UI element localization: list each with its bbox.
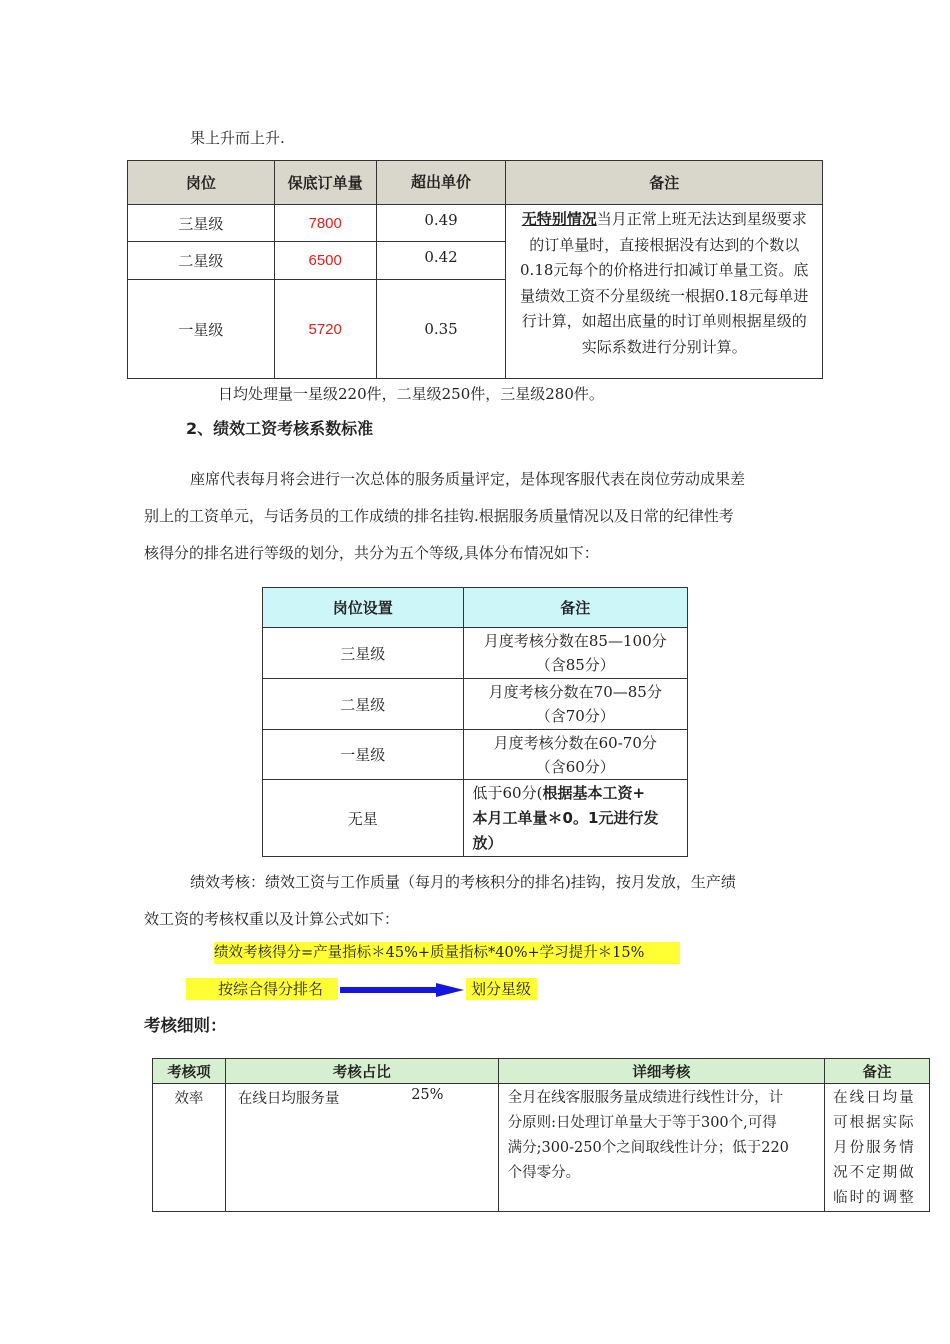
price-cell: 0.35 (376, 280, 506, 379)
price-cell: 0.42 (376, 242, 506, 280)
level-cell: 无星 (263, 780, 464, 857)
col-header-position: 岗位 (128, 161, 275, 205)
table-row (263, 628, 688, 679)
paragraph-line: 核得分的排名进行等级的划分，共分为五个等级,具体分布情况如下： (144, 544, 599, 562)
range-bold: 根据基本工资+ (542, 783, 646, 802)
range-text: 低于60分( (472, 783, 543, 802)
detail-cell (498, 1084, 825, 1212)
price-cell: 0.49 (376, 205, 506, 242)
paragraph-line: 座席代表每月将会进行一次总体的服务质量评定，是体现客服代表在岗位劳动成果差 (190, 470, 746, 488)
salary-table (127, 160, 823, 379)
note-line: 月份服务情 (833, 1140, 916, 1156)
col-header-position-setting: 岗位设置 (263, 588, 464, 628)
range-sub: （含70分） (535, 707, 615, 725)
range-text: 月度考核分数在85—100分 (483, 632, 667, 650)
detail-line: 全月在线客服服务量成绩进行线性计分，计 (507, 1090, 784, 1106)
level-cell: 三星级 (263, 628, 464, 679)
col-header-note: 备注 (825, 1059, 930, 1084)
range-cell (463, 780, 688, 857)
detail-line: 分原则:日处理订单量大于等于300个,可得 (507, 1115, 777, 1131)
table-row (263, 679, 688, 730)
note-line: 临时的调整 (833, 1190, 916, 1206)
range-bold: 本月工单量＊0。1元进行发 (472, 808, 659, 827)
col-header-quota: 保底订单量 (274, 161, 376, 205)
table-row (128, 205, 823, 242)
range-text: 月度考核分数在60-70分 (493, 733, 657, 752)
section-title: 2、绩效工资考核系数标准 (186, 419, 374, 438)
range-text: 月度考核分数在70—85分 (488, 683, 662, 701)
range-sub: （含60分） (535, 757, 615, 776)
col-header-item: 考核项 (153, 1059, 226, 1084)
note-cell (825, 1084, 930, 1212)
range-cell (463, 628, 688, 679)
daily-note: 日均处理量一星级220件，二星级250件，三星级280件。 (218, 385, 604, 403)
note-text: 当月正常上班无法达到星级要求的订单量时，直接根据没有达到的个数以0.18元每个的价格进行扣减订单量工资。底量绩效工资不分星级统一根据0.18元每单进行计算，如超出底量的时订单则根据星级的实际系数进行分别计算。 (520, 210, 809, 356)
star-label: 划分星级 (466, 978, 537, 1000)
rules-title: 考核细则： (144, 1016, 227, 1035)
detail-line: 个得零分。 (507, 1165, 581, 1181)
quota-cell: 7800 (274, 205, 376, 242)
paragraph-line: 别上的工资单元，与话务员的工作成绩的排名挂钩.根据服务质量情况以及日常的纪律性考 (144, 507, 734, 525)
paragraph-line: 效工资的考核权重以及计算公式如下： (144, 910, 400, 928)
note-cell (506, 205, 823, 379)
level-cell: 二星级 (128, 242, 275, 280)
rating-table (262, 587, 688, 857)
range-cell (463, 679, 688, 730)
level-cell: 一星级 (263, 730, 464, 780)
right-arrow-icon (340, 983, 468, 1001)
quota-cell: 5720 (274, 280, 376, 379)
note-emphasis: 无特别情况 (521, 210, 597, 228)
rank-label: 按综合得分排名 (186, 978, 338, 1000)
col-header-note: 备注 (463, 588, 688, 628)
range-sub: （含85分） (535, 656, 615, 674)
item-cell: 效率 (153, 1084, 226, 1212)
range-cell (463, 730, 688, 780)
intro-text: 果上升而上升. (190, 129, 285, 147)
col-header-price: 超出单价 (376, 161, 506, 205)
paragraph-line: 绩效考核：绩效工资与工作质量（每月的考核积分的排名)挂钩，按月发放，生产绩 (190, 873, 736, 891)
level-cell: 二星级 (263, 679, 464, 730)
note-line: 况不定期做 (833, 1165, 916, 1181)
note-line: 在线日均量 (833, 1090, 916, 1106)
range-bold: 放） (472, 833, 503, 852)
table-row (153, 1084, 930, 1212)
table-row (263, 730, 688, 780)
level-cell: 三星级 (128, 205, 275, 242)
col-header-ratio: 考核占比 (225, 1059, 498, 1084)
col-header-note: 备注 (506, 161, 823, 205)
col-header-detail: 详细考核 (498, 1059, 825, 1084)
rules-table (152, 1058, 930, 1212)
quota-cell: 6500 (274, 242, 376, 280)
table-row (263, 780, 688, 857)
note-line: 可根据实际 (833, 1115, 916, 1131)
detail-line: 满分;300-250个之间取线性计分；低于220 (507, 1140, 789, 1156)
ratio-cell: 25% (359, 1084, 498, 1212)
formula: 绩效考核得分=产量指标＊45%+质量指标*40%+学习提升＊15% (214, 942, 680, 964)
metric-cell: 在线日均服务量 (225, 1084, 359, 1212)
level-cell: 一星级 (128, 280, 275, 379)
